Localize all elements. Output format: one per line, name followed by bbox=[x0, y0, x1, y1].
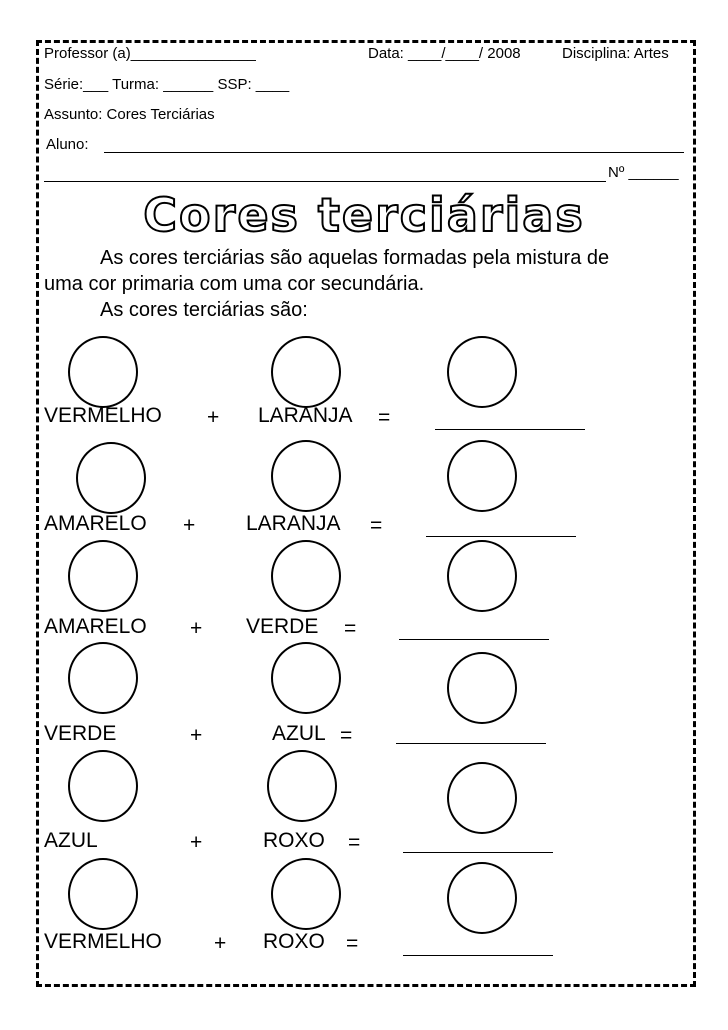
color-circle-2[interactable] bbox=[271, 858, 341, 930]
answer-line[interactable] bbox=[403, 852, 553, 853]
color-circle-1[interactable] bbox=[68, 750, 138, 822]
student-name-line bbox=[104, 152, 684, 153]
student-name-line-2 bbox=[44, 181, 606, 182]
plus-sign: + bbox=[190, 617, 203, 640]
row-color-1: VERMELHO bbox=[44, 404, 162, 427]
equals-sign: = bbox=[344, 617, 357, 640]
professor-field: Professor (a)_______________ bbox=[44, 45, 256, 62]
result-circle[interactable] bbox=[447, 540, 517, 612]
row-color-1: AMARELO bbox=[44, 615, 147, 638]
discipline-field: Disciplina: Artes bbox=[562, 45, 669, 62]
row-color-2: ROXO bbox=[263, 930, 325, 953]
color-circle-1[interactable] bbox=[68, 858, 138, 930]
page-title: Cores terciárias bbox=[143, 188, 585, 242]
result-circle[interactable] bbox=[447, 652, 517, 724]
plus-sign: + bbox=[190, 724, 203, 747]
plus-sign: + bbox=[183, 514, 196, 537]
plus-sign: + bbox=[207, 406, 220, 429]
color-circle-2[interactable] bbox=[271, 440, 341, 512]
row-color-2: LARANJA bbox=[258, 404, 353, 427]
equals-sign: = bbox=[340, 724, 353, 747]
number-field: Nº ______ bbox=[608, 164, 679, 181]
row-color-1: AZUL bbox=[44, 829, 98, 852]
subject-field: Assunto: Cores Terciárias bbox=[44, 106, 215, 123]
equals-sign: = bbox=[370, 514, 383, 537]
class-info-field: Série:___ Turma: ______ SSP: ____ bbox=[44, 76, 290, 93]
row-color-2: AZUL bbox=[272, 722, 326, 745]
color-circle-2[interactable] bbox=[267, 750, 337, 822]
color-circle-1[interactable] bbox=[68, 540, 138, 612]
answer-line[interactable] bbox=[426, 536, 576, 537]
intro-line-2: uma cor primaria com uma cor secundária. bbox=[44, 273, 425, 295]
plus-sign: + bbox=[214, 932, 227, 955]
row-color-1: VERDE bbox=[44, 722, 117, 745]
equals-sign: = bbox=[348, 831, 361, 854]
equals-sign: = bbox=[378, 406, 391, 429]
student-label: Aluno: bbox=[46, 136, 89, 153]
result-circle[interactable] bbox=[447, 336, 517, 408]
color-circle-2[interactable] bbox=[271, 642, 341, 714]
row-color-1: VERMELHO bbox=[44, 930, 162, 953]
answer-line[interactable] bbox=[403, 955, 553, 956]
equals-sign: = bbox=[346, 932, 359, 955]
row-color-2: VERDE bbox=[246, 615, 319, 638]
result-circle[interactable] bbox=[447, 440, 517, 512]
result-circle[interactable] bbox=[447, 762, 517, 834]
intro-line-1: As cores terciárias são aquelas formadas pela mistura de bbox=[100, 247, 610, 269]
answer-line[interactable] bbox=[396, 743, 546, 744]
answer-line[interactable] bbox=[399, 639, 549, 640]
color-circle-1[interactable] bbox=[76, 442, 146, 514]
result-circle[interactable] bbox=[447, 862, 517, 934]
intro-line-3: As cores terciárias são: bbox=[100, 299, 308, 321]
color-circle-2[interactable] bbox=[271, 336, 341, 408]
answer-line[interactable] bbox=[435, 429, 585, 430]
color-circle-1[interactable] bbox=[68, 336, 138, 408]
plus-sign: + bbox=[190, 831, 203, 854]
row-color-2: LARANJA bbox=[246, 512, 341, 535]
color-circle-2[interactable] bbox=[271, 540, 341, 612]
row-color-2: ROXO bbox=[263, 829, 325, 852]
color-circle-1[interactable] bbox=[68, 642, 138, 714]
date-field: Data: ____/____/ 2008 bbox=[368, 45, 521, 62]
row-color-1: AMARELO bbox=[44, 512, 147, 535]
